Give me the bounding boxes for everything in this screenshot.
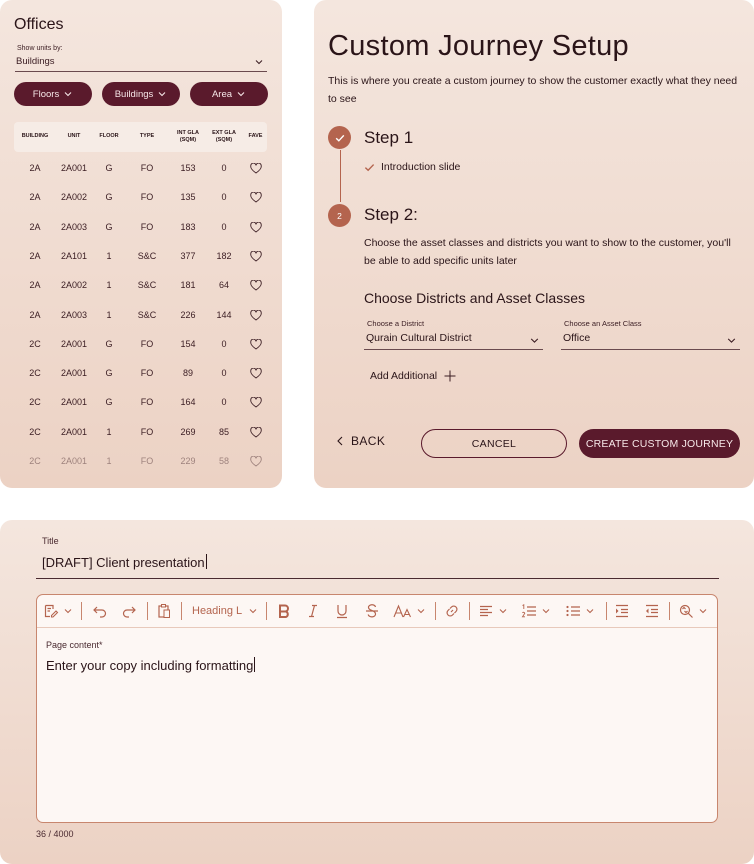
table-row[interactable]: [14, 451, 267, 471]
cell-int-gla: 135: [180, 192, 196, 202]
cell-floor: 1: [106, 251, 112, 261]
fave-heart-icon[interactable]: [243, 246, 268, 266]
column-type[interactable]: TYPE: [139, 133, 155, 140]
cell-unit: 2A003: [60, 310, 88, 320]
toolbar-separator: [147, 602, 148, 620]
cell-ext-gla: 0: [221, 368, 227, 378]
cell-building: 2C: [29, 456, 41, 466]
filter-area-button[interactable]: [190, 82, 268, 106]
text-caret: [206, 554, 207, 569]
cell-type: S&C: [137, 251, 157, 261]
cell-ext-gla: 64: [218, 280, 229, 290]
bulleted-list-button[interactable]: [565, 602, 595, 620]
cell-ext-gla: 0: [221, 222, 227, 232]
chevron-down-icon: [157, 89, 167, 99]
toolbar-separator: [435, 602, 436, 620]
align-button[interactable]: [478, 602, 508, 620]
fave-heart-icon[interactable]: [243, 275, 268, 295]
step1-check-icon: [328, 126, 351, 149]
link-button[interactable]: [444, 602, 460, 620]
rich-text-editor[interactable]: [36, 594, 718, 823]
cell-int-gla: 226: [180, 310, 196, 320]
cell-building: 2A: [29, 310, 41, 320]
cell-type: FO: [140, 339, 154, 349]
cell-type: S&C: [137, 310, 157, 320]
column-ext-gla[interactable]: EXT GLA (SQM): [212, 129, 236, 143]
cell-unit: 2A003: [60, 222, 88, 232]
cell-floor: G: [105, 192, 113, 202]
column-unit[interactable]: UNIT: [67, 133, 81, 140]
cell-type: FO: [140, 427, 154, 437]
table-row[interactable]: [14, 217, 267, 237]
cell-unit: 2A001: [60, 427, 88, 437]
title-input-value: [DRAFT] Client presentation: [42, 555, 205, 570]
cell-unit: 2A101: [60, 251, 88, 261]
cell-type: FO: [140, 397, 154, 407]
align-left-icon: [478, 603, 494, 619]
cell-building: 2A: [29, 163, 41, 173]
show-units-label: Show units by:: [17, 45, 63, 52]
editor-toolbar: [37, 595, 717, 628]
page-content-value: Enter your copy including formatting: [46, 658, 254, 673]
link-icon: [444, 603, 460, 619]
edit-document-icon: [43, 603, 59, 619]
strikethrough-icon: [364, 603, 380, 619]
cell-unit: 2A002: [60, 192, 88, 202]
cell-ext-gla: 0: [221, 163, 227, 173]
step2-number-badge: [328, 204, 351, 227]
text-caret: [254, 657, 255, 672]
numbered-list-button[interactable]: [521, 602, 551, 620]
chevron-down-icon: [498, 603, 508, 619]
fave-heart-icon[interactable]: [243, 305, 268, 325]
numbered-list-icon: [521, 603, 537, 619]
table-row[interactable]: [14, 275, 267, 295]
redo-button[interactable]: [121, 602, 137, 620]
table-row[interactable]: [14, 392, 267, 412]
chevron-down-icon: [63, 89, 73, 99]
toolbar-separator: [81, 602, 82, 620]
page-description: This is where you create a custom journey to show the customer exactly what they need to see: [328, 75, 738, 105]
chevron-down-icon: [248, 603, 258, 619]
offices-title: Offices: [14, 16, 64, 33]
cell-unit: 2A001: [60, 397, 88, 407]
filter-buildings-button[interactable]: [102, 82, 180, 106]
cell-int-gla: 229: [180, 456, 196, 466]
cell-type: FO: [140, 163, 154, 173]
cell-int-gla: 377: [180, 251, 196, 261]
edit-mode-button[interactable]: [43, 602, 73, 620]
step1-title: Step 1: [364, 128, 414, 147]
table-row[interactable]: [14, 246, 267, 266]
cell-floor: 1: [106, 427, 112, 437]
fave-heart-icon[interactable]: [243, 334, 268, 354]
cell-building: 2A: [29, 280, 41, 290]
cell-type: FO: [140, 368, 154, 378]
column-floor[interactable]: FLOOR: [99, 133, 119, 140]
add-additional-button[interactable]: [370, 370, 456, 382]
cell-int-gla: 164: [180, 397, 196, 407]
toolbar-separator: [181, 602, 182, 620]
cell-floor: G: [105, 163, 113, 173]
chevron-down-icon: [254, 57, 264, 67]
title-input[interactable]: [36, 550, 719, 579]
step2-description: Choose the asset classes and districts you want to show to the customer, you'll be able to add specific units later: [364, 237, 731, 267]
cell-ext-gla: 0: [221, 339, 227, 349]
cell-int-gla: 153: [180, 163, 196, 173]
asset-class-label: Choose an Asset Class: [564, 319, 642, 328]
cancel-button[interactable]: CANCEL: [421, 429, 567, 458]
indent-button[interactable]: [614, 602, 630, 620]
cell-unit: 2A001: [60, 368, 88, 378]
bold-button[interactable]: [276, 602, 292, 620]
cell-building: 2A: [29, 251, 41, 261]
district-select[interactable]: [364, 332, 543, 350]
district-value: Qurain Cultural District: [366, 332, 472, 344]
cell-unit: 2A002: [60, 280, 88, 290]
step2-title: Step 2:: [364, 205, 418, 224]
cell-int-gla: 89: [182, 368, 193, 378]
cell-building: 2C: [29, 339, 41, 349]
page-editor-panel: [0, 520, 754, 864]
find-replace-button[interactable]: [678, 602, 708, 620]
heading-select[interactable]: [192, 602, 258, 620]
italic-button[interactable]: [305, 602, 321, 620]
cell-unit: 2A001: [60, 163, 88, 173]
character-counter: 36 / 4000: [36, 829, 74, 839]
units-table-header: [14, 122, 267, 152]
cell-building: 2C: [29, 397, 41, 407]
cell-type: FO: [140, 222, 154, 232]
table-row[interactable]: [14, 158, 267, 178]
italic-icon: [305, 603, 321, 619]
page-content-label: Page content*: [46, 640, 103, 650]
cell-floor: G: [105, 339, 113, 349]
chevron-down-icon: [236, 89, 246, 99]
cell-building: 2A: [29, 192, 41, 202]
toolbar-separator: [266, 602, 267, 620]
cell-unit: 2A001: [60, 339, 88, 349]
cell-floor: G: [105, 368, 113, 378]
chevron-down-icon: [541, 603, 551, 619]
indent-icon: [614, 603, 630, 619]
fave-heart-icon[interactable]: [243, 451, 268, 471]
outdent-button[interactable]: [644, 602, 660, 620]
filter-buildings-label: Buildings: [114, 88, 154, 100]
cell-int-gla: 269: [180, 427, 196, 437]
asset-class-value: Office: [563, 332, 591, 344]
cell-int-gla: 183: [180, 222, 196, 232]
toolbar-separator: [606, 602, 607, 620]
fave-heart-icon[interactable]: [243, 217, 268, 237]
toolbar-separator: [469, 602, 470, 620]
step2-number: 2: [337, 210, 342, 221]
undo-icon: [92, 603, 108, 619]
cell-ext-gla: 85: [218, 427, 229, 437]
bold-icon: [276, 603, 292, 619]
underline-icon: [334, 603, 350, 619]
fave-heart-icon[interactable]: [243, 363, 268, 383]
underline-button[interactable]: [334, 602, 350, 620]
column-fave: FAVE: [248, 133, 263, 140]
page-content-input[interactable]: [46, 657, 255, 673]
outdent-icon: [644, 603, 660, 619]
cell-type: S&C: [137, 280, 157, 290]
cell-type: FO: [140, 192, 154, 202]
cell-int-gla: 181: [180, 280, 196, 290]
cell-floor: G: [105, 222, 113, 232]
chevron-left-icon: [336, 436, 345, 446]
table-row[interactable]: [14, 363, 267, 383]
cell-floor: 1: [106, 310, 112, 320]
cell-ext-gla: 0: [221, 397, 227, 407]
toolbar-separator: [669, 602, 670, 620]
heading-select-value: Heading L: [192, 605, 243, 617]
fave-heart-icon[interactable]: [243, 158, 268, 178]
page-title: Custom Journey Setup: [328, 30, 629, 62]
cell-floor: G: [105, 397, 113, 407]
chevron-down-icon: [726, 335, 737, 346]
cell-type: FO: [140, 456, 154, 466]
journey-setup-panel: [314, 0, 754, 488]
title-field-label: Title: [42, 536, 59, 546]
clipboard-icon: [156, 603, 172, 619]
table-row[interactable]: [14, 187, 267, 207]
show-units-value: Buildings: [16, 56, 55, 67]
cell-int-gla: 154: [180, 339, 196, 349]
paste-button[interactable]: [156, 602, 172, 620]
cell-ext-gla: 58: [218, 456, 229, 466]
cell-floor: 1: [106, 456, 112, 466]
cell-building: 2A: [29, 222, 41, 232]
asset-class-select[interactable]: [561, 332, 740, 350]
cell-building: 2C: [29, 368, 41, 378]
chevron-down-icon: [416, 603, 426, 619]
step1-item-label: Introduction slide: [381, 161, 461, 173]
cell-ext-gla: 0: [221, 192, 227, 202]
table-row[interactable]: [14, 422, 267, 442]
chevron-down-icon: [63, 603, 73, 619]
add-additional-label: Add Additional: [370, 370, 438, 382]
cell-ext-gla: 144: [216, 310, 232, 320]
cell-floor: 1: [106, 280, 112, 290]
chevron-down-icon: [529, 335, 540, 346]
table-row[interactable]: [14, 305, 267, 325]
chevron-down-icon: [698, 603, 708, 619]
back-label: BACK: [351, 434, 386, 448]
offices-panel: [0, 0, 282, 488]
column-int-gla[interactable]: INT GLA (SQM): [177, 129, 199, 143]
fave-heart-icon[interactable]: [243, 187, 268, 207]
create-custom-journey-button[interactable]: CREATE CUSTOM JOURNEY: [579, 429, 740, 458]
font-size-button[interactable]: [393, 602, 426, 620]
undo-button[interactable]: [92, 602, 108, 620]
find-replace-icon: [678, 603, 694, 619]
cell-ext-gla: 182: [216, 251, 232, 261]
chevron-down-icon: [585, 603, 595, 619]
bulleted-list-icon: [565, 603, 581, 619]
column-building[interactable]: BUILDING: [21, 133, 49, 140]
filter-area-label: Area: [211, 88, 233, 100]
fave-heart-icon[interactable]: [243, 392, 268, 412]
redo-icon: [121, 603, 137, 619]
filter-floors-button[interactable]: [14, 82, 92, 106]
cell-building: 2C: [29, 427, 41, 437]
step1-item: [364, 161, 460, 173]
choose-section-title: Choose Districts and Asset Classes: [364, 290, 585, 306]
show-units-select[interactable]: [15, 56, 267, 72]
back-button[interactable]: [336, 434, 385, 448]
fave-heart-icon[interactable]: [243, 422, 268, 442]
table-row[interactable]: [14, 334, 267, 354]
district-label: Choose a District: [367, 319, 425, 328]
step-connector: [340, 150, 341, 202]
cell-unit: 2A001: [60, 456, 88, 466]
filter-floors-label: Floors: [32, 88, 60, 100]
font-size-icon: [393, 603, 413, 619]
plus-icon: [444, 370, 456, 382]
check-icon: [364, 162, 375, 173]
strikethrough-button[interactable]: [364, 602, 380, 620]
